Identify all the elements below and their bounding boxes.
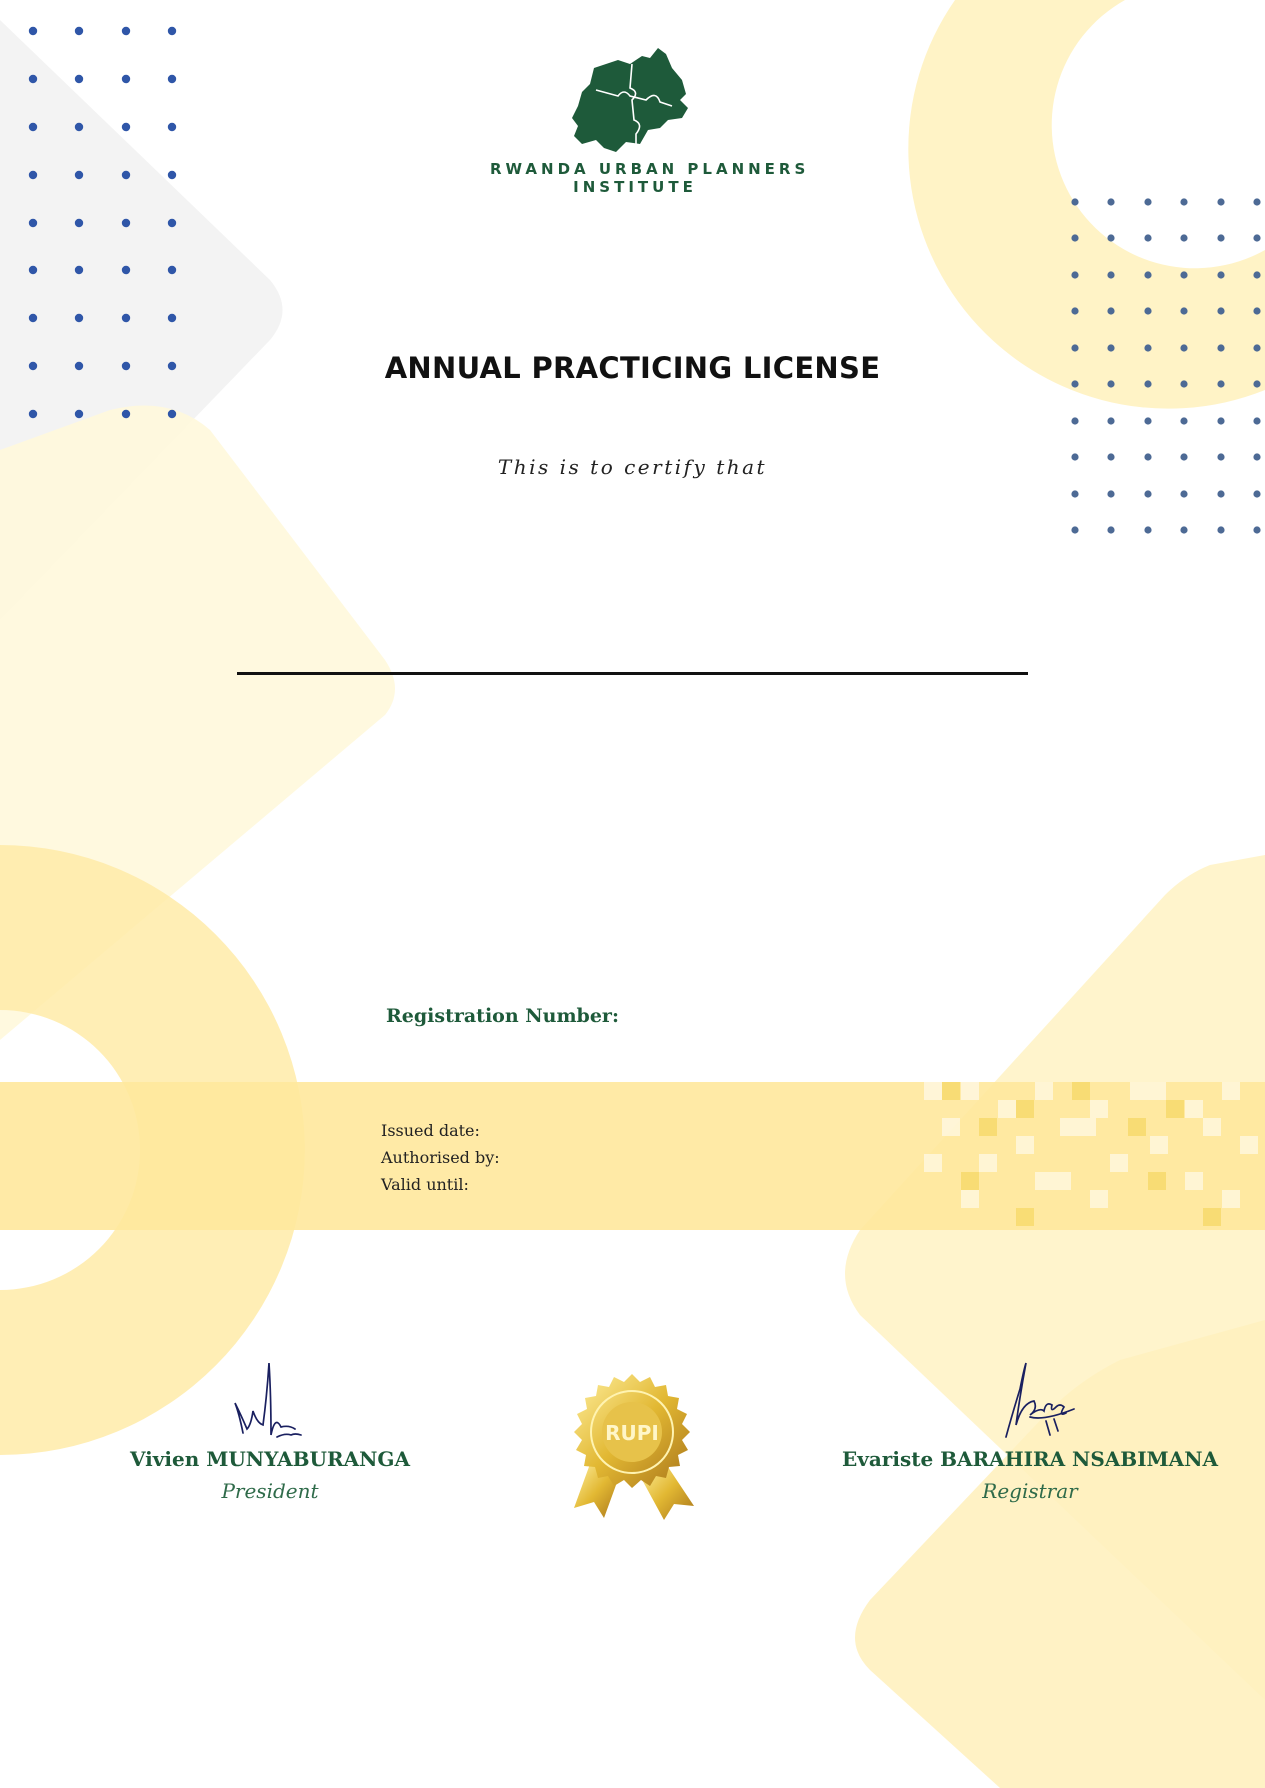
logo-text-line1: RWANDA URBAN PLANNERS (490, 160, 810, 178)
signatory-registrar (830, 1355, 1230, 1503)
certificate-title: ANNUAL PRACTICING LICENSE (384, 351, 881, 385)
signature-registrar (980, 1355, 1080, 1447)
gold-seal-icon (560, 1372, 710, 1522)
institute-logo (490, 44, 810, 214)
recipient-name-line (237, 672, 1028, 675)
valid-until-label: Valid until: (381, 1175, 469, 1194)
president-role: President (221, 1479, 319, 1503)
svg-text:RUPI: RUPI (605, 1421, 659, 1445)
rwanda-map-puzzle-icon (560, 44, 710, 160)
signatory-president (100, 1355, 440, 1503)
issued-date-label: Issued date: (381, 1121, 480, 1140)
registrar-name: Evariste BARAHIRA NSABIMANA (841, 1447, 1218, 1471)
registration-number-label: Registration Number: (386, 1005, 619, 1027)
signature-president (225, 1355, 315, 1447)
certificate-subtitle: This is to certify that (497, 455, 768, 479)
president-name: Vivien MUNYABURANGA (130, 1447, 410, 1471)
yellow-band (0, 1082, 1265, 1230)
authorised-by-label: Authorised by: (381, 1148, 500, 1167)
registrar-role: Registrar (982, 1479, 1078, 1503)
logo-text-line2: INSTITUTE (573, 178, 697, 196)
license-details (381, 1117, 500, 1198)
